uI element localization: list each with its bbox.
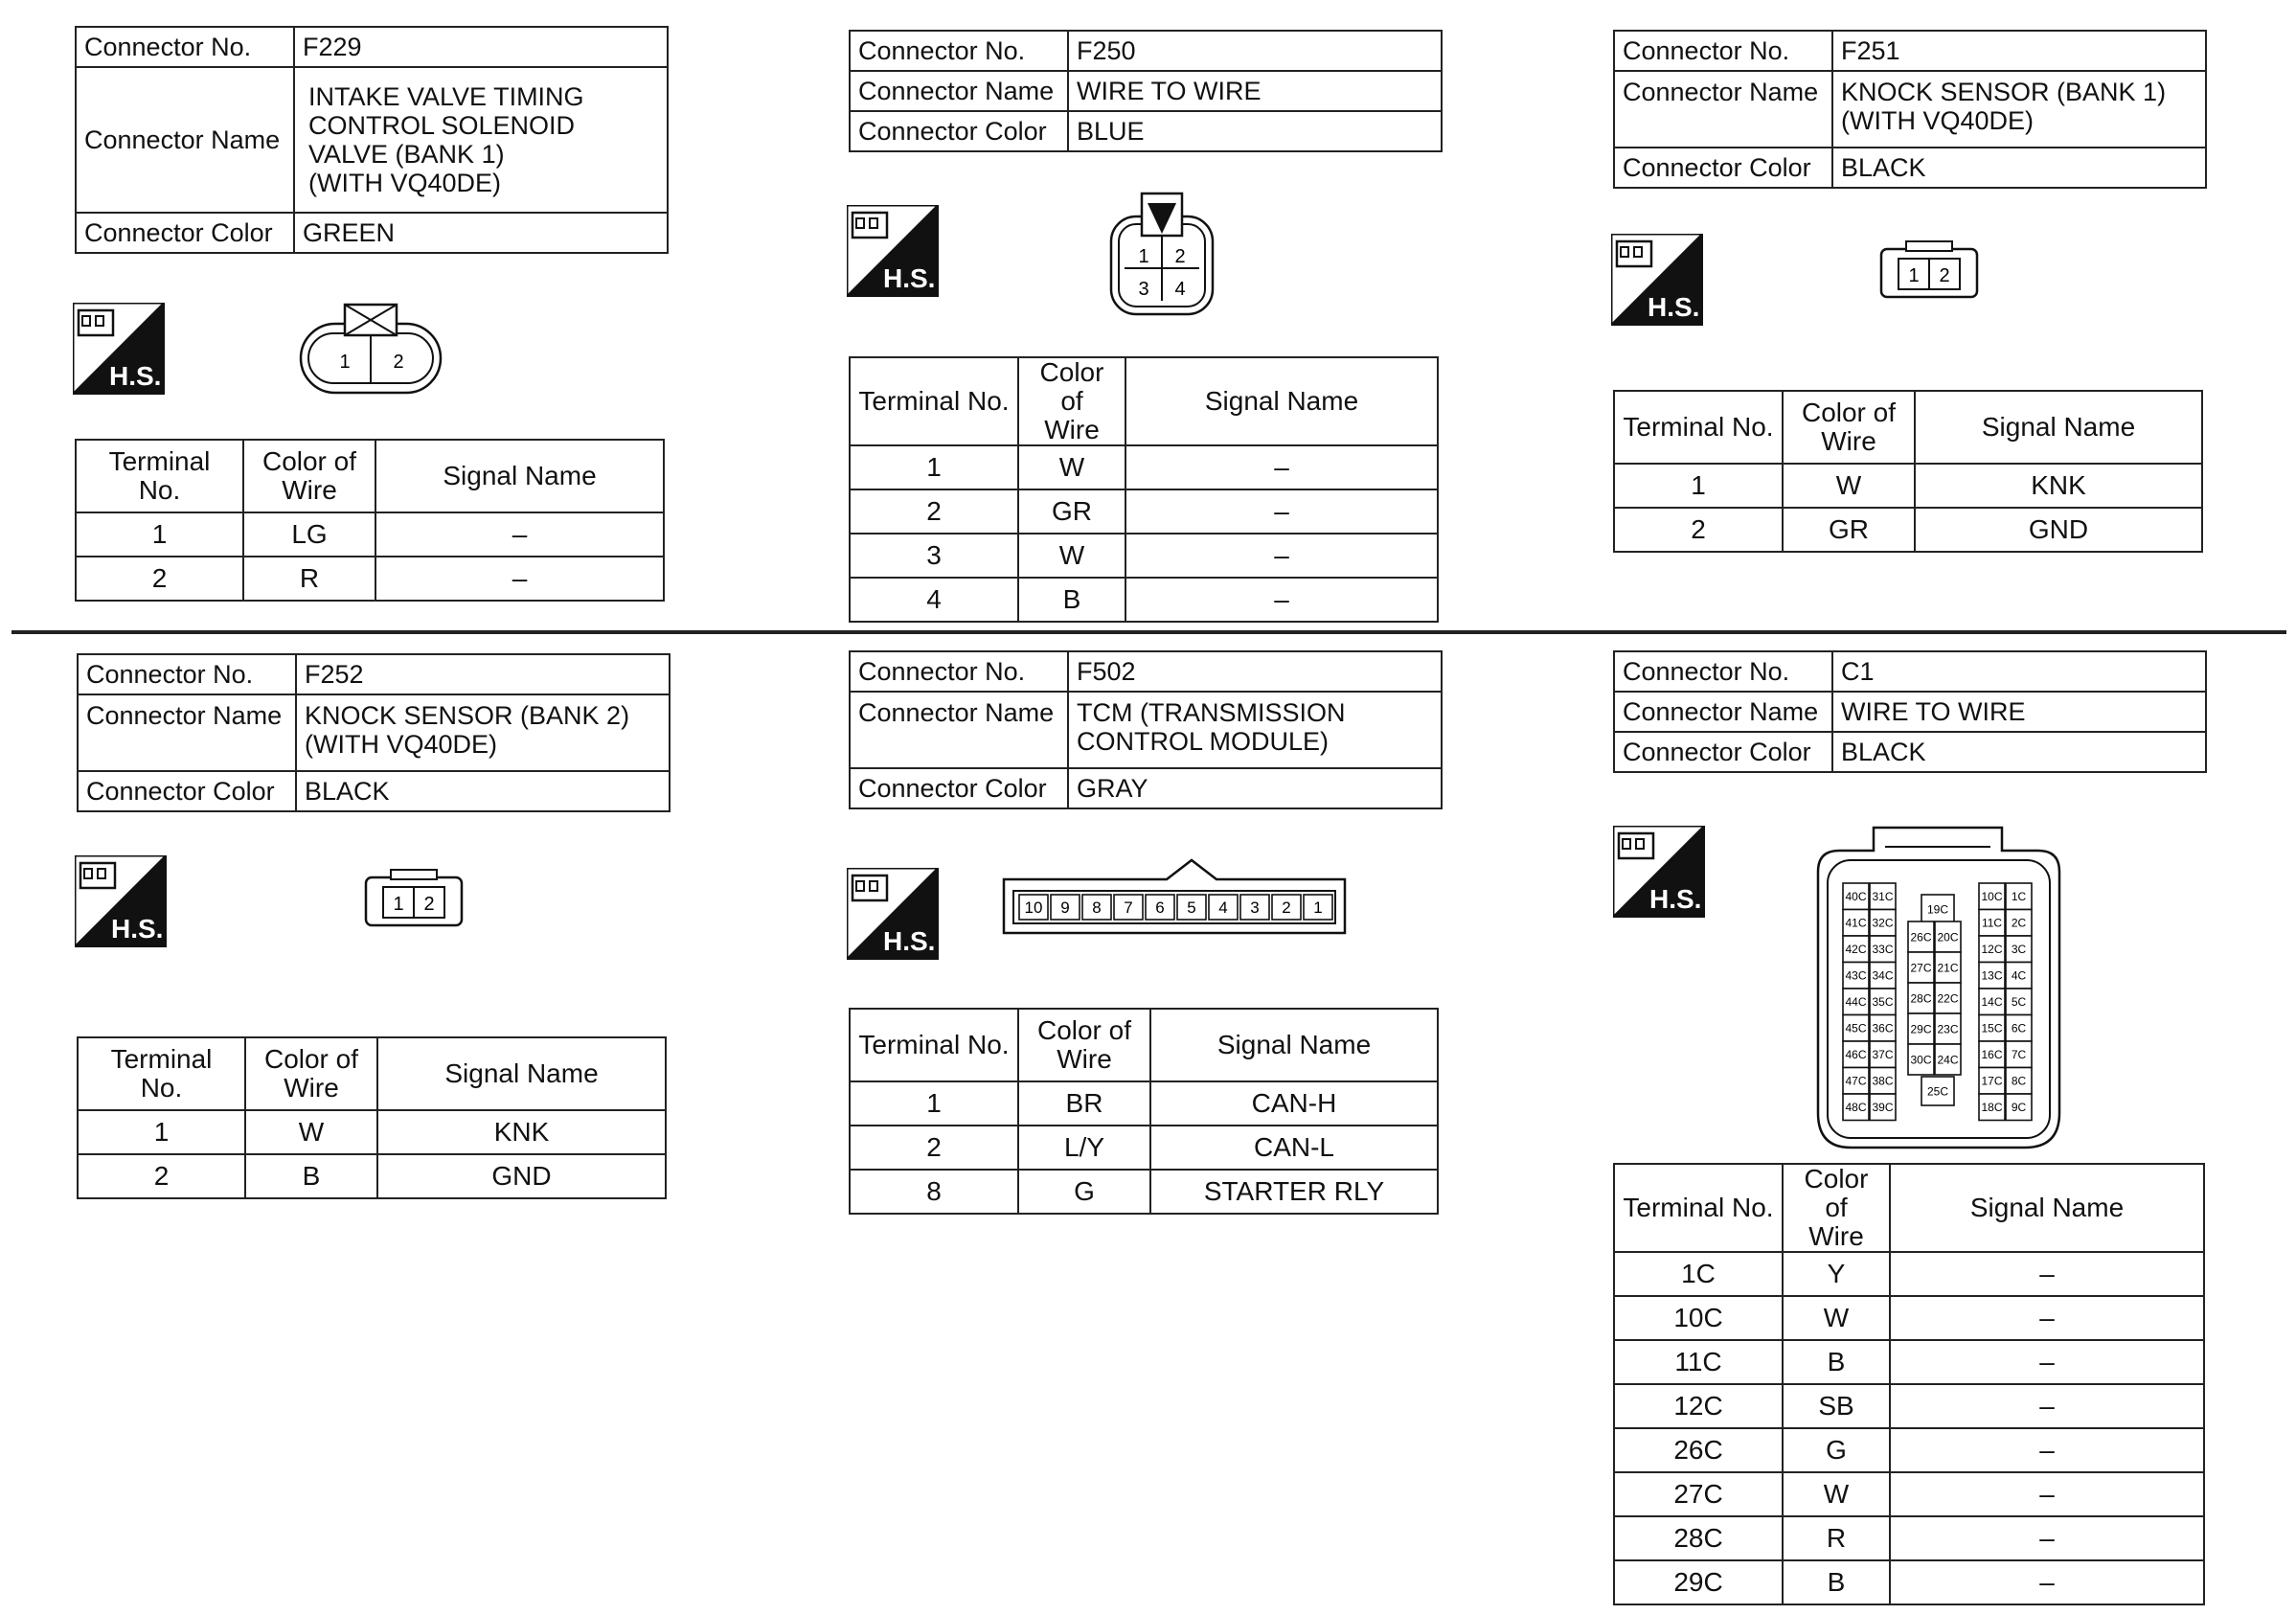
- connector-name-label: Connector Name: [850, 692, 1068, 768]
- connector-info-table: [849, 650, 1443, 809]
- terminal-pin-label: 3C: [2011, 943, 2027, 957]
- connector-color-value: GREEN: [294, 213, 668, 253]
- terminal-pin-label: 2: [393, 352, 404, 373]
- connector-no-value: F229: [294, 27, 668, 67]
- connector-no-value: F250: [1068, 31, 1442, 71]
- terminal-pin-label: 17C: [1981, 1074, 2003, 1088]
- signal-name-header: Signal Name: [375, 440, 664, 512]
- wire-color-header: Color of Wire: [1018, 1009, 1150, 1081]
- terminal-pin-label: 20C: [1937, 930, 1959, 944]
- wire-color-header: Color of Wire: [1783, 1164, 1890, 1252]
- terminal-pin-label: 2: [1939, 265, 1950, 286]
- terminal-pin-label: 1: [1908, 265, 1920, 286]
- table-row: 10C W –: [1614, 1296, 2204, 1340]
- terminal-pin-label: 1C: [2011, 890, 2027, 904]
- terminal-pin-label: 31C: [1872, 890, 1894, 904]
- table-row: 29C B –: [1614, 1560, 2204, 1604]
- connector-color-label: Connector Color: [850, 768, 1068, 808]
- connector-name-value: [1832, 71, 2206, 148]
- connector-info-table: [849, 30, 1443, 152]
- hs-label: H.S.: [883, 926, 936, 956]
- connector-color-value: BLACK: [1832, 732, 2206, 772]
- connector-name-line: INTAKE VALVE TIMING: [308, 82, 584, 111]
- connector-name-value: [296, 694, 670, 771]
- terminal-pin-label: 11C: [1981, 916, 2003, 930]
- connector-face-diagram: [1816, 826, 2061, 1151]
- terminal-pin-label: 15C: [1981, 1021, 2003, 1035]
- connector-name-value: [294, 67, 668, 213]
- table-row: 11C B –: [1614, 1340, 2204, 1384]
- terminal-pin-label: 26C: [1910, 930, 1932, 944]
- table-row: 2 GR GND: [1614, 508, 2202, 552]
- connector-face-diagram: [1877, 239, 1981, 303]
- terminal-pin-label: 7: [1124, 898, 1133, 918]
- connector-name-line: TCM (TRANSMISSION: [1077, 698, 1346, 727]
- terminal-pin-label: 1: [1313, 898, 1323, 918]
- terminal-pin-label: 34C: [1872, 968, 1894, 983]
- connector-info-table: [1613, 30, 2207, 189]
- connector-no-value: C1: [1832, 651, 2206, 692]
- terminal-pin-label: 46C: [1845, 1048, 1867, 1062]
- connector-color-value: BLACK: [296, 771, 670, 811]
- signal-name-header: Signal Name: [1125, 357, 1438, 445]
- connector-name-label: Connector Name: [1614, 692, 1832, 732]
- signal-name-header: Signal Name: [377, 1037, 666, 1110]
- terminal-pin-label: 25C: [1926, 1084, 1949, 1099]
- terminal-pin-label: 8: [1092, 898, 1102, 918]
- harness-side-icon: [75, 855, 167, 947]
- terminal-pin-label: 1: [339, 352, 351, 373]
- connector-color-value: GRAY: [1068, 768, 1442, 808]
- terminal-pin-label: 18C: [1981, 1101, 2003, 1115]
- connector-no-label: Connector No.: [1614, 31, 1832, 71]
- terminal-pin-label: 10C: [1981, 890, 2003, 904]
- connector-no-value: F252: [296, 654, 670, 694]
- terminal-pin-label: 10: [1024, 898, 1043, 918]
- terminal-table: [1613, 1163, 2205, 1605]
- terminal-table: [75, 439, 665, 602]
- terminal-pin-label: 40C: [1845, 890, 1867, 904]
- terminal-pin-label: 41C: [1845, 916, 1867, 930]
- harness-side-icon: [847, 205, 939, 297]
- terminal-pin-label: 14C: [1981, 995, 2003, 1010]
- terminal-table: [1613, 390, 2203, 553]
- connector-name-label: Connector Name: [78, 694, 296, 771]
- table-row: 1 W KNK: [1614, 464, 2202, 508]
- table-row: 8 G STARTER RLY: [850, 1170, 1438, 1214]
- terminal-pin-label: 3: [1138, 279, 1149, 300]
- terminal-pin-label: 29C: [1910, 1022, 1932, 1036]
- connector-name-line: CONTROL MODULE): [1077, 727, 1330, 756]
- connector-face-diagram: [362, 868, 466, 931]
- terminal-pin-label: 39C: [1872, 1101, 1894, 1115]
- hs-label: H.S.: [883, 263, 936, 293]
- connector-color-label: Connector Color: [1614, 148, 1832, 188]
- connector-info-table: [75, 26, 669, 254]
- harness-side-icon: [847, 868, 939, 960]
- table-row: 1 BR CAN-H: [850, 1081, 1438, 1126]
- connector-color-label: Connector Color: [78, 771, 296, 811]
- terminal-pin-label: 27C: [1910, 961, 1932, 975]
- section-divider: [11, 630, 2286, 634]
- terminal-pin-label: 21C: [1937, 961, 1959, 975]
- connector-name-value: WIRE TO WIRE: [1832, 692, 2206, 732]
- connector-no-label: Connector No.: [850, 31, 1068, 71]
- terminal-no-header: Terminal No.: [1614, 391, 1783, 464]
- connector-color-value: BLACK: [1832, 148, 2206, 188]
- connector-no-value: F502: [1068, 651, 1442, 692]
- connector-face-diagram: [299, 303, 444, 398]
- connector-name-line: (WITH VQ40DE): [305, 730, 498, 759]
- table-row: 1C Y –: [1614, 1252, 2204, 1296]
- terminal-pin-label: 24C: [1937, 1053, 1959, 1067]
- connector-no-label: Connector No.: [850, 651, 1068, 692]
- connector-face-diagram: [1109, 192, 1216, 318]
- table-row: 28C R –: [1614, 1516, 2204, 1560]
- table-row: 1 W –: [850, 445, 1438, 489]
- terminal-pin-label: 5: [1187, 898, 1196, 918]
- connector-info-table: [77, 653, 671, 812]
- connector-no-label: Connector No.: [78, 654, 296, 694]
- signal-name-header: Signal Name: [1915, 391, 2202, 464]
- terminal-pin-label: 1: [1138, 246, 1149, 267]
- terminal-pin-grid: [1843, 883, 2032, 1121]
- connector-name-line: VALVE (BANK 1): [308, 140, 505, 169]
- wire-color-header: Color of Wire: [245, 1037, 377, 1110]
- hs-label: H.S.: [109, 361, 162, 391]
- terminal-pin-label: 2C: [2011, 916, 2027, 930]
- terminal-pin-label: 2: [1282, 898, 1291, 918]
- terminal-pin-label: 32C: [1872, 916, 1894, 930]
- terminal-pin-label: 1: [393, 894, 404, 915]
- connector-color-value: BLUE: [1068, 111, 1442, 151]
- terminal-pin-label: 9: [1060, 898, 1070, 918]
- terminal-pin-label: 12C: [1981, 943, 2003, 957]
- terminal-no-header: Terminal No.: [1614, 1164, 1783, 1252]
- terminal-pin-label: 4C: [2011, 968, 2027, 983]
- wire-color-header: Color of Wire: [1783, 391, 1915, 464]
- table-row: 26C G –: [1614, 1428, 2204, 1472]
- terminal-no-header: Terminal No.: [850, 357, 1018, 445]
- wire-color-header: Color of Wire: [1018, 357, 1125, 445]
- terminal-pin-label: 7C: [2011, 1048, 2027, 1062]
- table-row: 2 GR –: [850, 489, 1438, 534]
- terminal-pin-label: 48C: [1845, 1101, 1867, 1115]
- table-row: 2 R –: [76, 557, 664, 601]
- terminal-pin-label: 8C: [2011, 1074, 2027, 1088]
- terminal-table: [77, 1036, 667, 1199]
- terminal-pin-label: 47C: [1845, 1074, 1867, 1088]
- connector-color-label: Connector Color: [850, 111, 1068, 151]
- terminal-pin-label: 36C: [1872, 1021, 1894, 1035]
- table-row: 3 W –: [850, 534, 1438, 578]
- connector-name-label: Connector Name: [76, 67, 294, 213]
- harness-side-icon: [1611, 234, 1703, 326]
- connector-name-line: (WITH VQ40DE): [308, 169, 502, 197]
- connector-name-line: (WITH VQ40DE): [1841, 106, 2035, 135]
- terminal-pin-label: 37C: [1872, 1048, 1894, 1062]
- terminal-pin-label: 33C: [1872, 943, 1894, 957]
- terminal-table: [849, 356, 1439, 623]
- terminal-pin-label: 23C: [1937, 1022, 1959, 1036]
- hs-label: H.S.: [1648, 292, 1700, 322]
- terminal-pin-label: 35C: [1872, 995, 1894, 1010]
- terminal-pin-label: 6C: [2011, 1021, 2027, 1035]
- terminal-pin-label: 2: [423, 894, 435, 915]
- connector-name-line: KNOCK SENSOR (BANK 1): [1841, 78, 2167, 106]
- terminal-pin-label: 9C: [2011, 1101, 2027, 1115]
- connector-color-label: Connector Color: [76, 213, 294, 253]
- signal-name-header: Signal Name: [1150, 1009, 1438, 1081]
- terminal-pin-label: 13C: [1981, 968, 2003, 983]
- terminal-pin-label: 4: [1218, 898, 1228, 918]
- table-row: 2 B GND: [78, 1154, 666, 1198]
- terminal-pin-label: 6: [1155, 898, 1165, 918]
- terminal-pin-label: 5C: [2011, 995, 2027, 1010]
- connector-face-diagram: [1002, 858, 1349, 937]
- terminal-no-header: Terminal No.: [850, 1009, 1018, 1081]
- connector-name-value: [1068, 692, 1442, 768]
- connector-no-label: Connector No.: [76, 27, 294, 67]
- terminal-pin-label: 19C: [1926, 902, 1949, 917]
- terminal-pin-label: 42C: [1845, 943, 1867, 957]
- terminal-pin-label: 4: [1174, 279, 1186, 300]
- connector-name-line: CONTROL SOLENOID: [308, 111, 576, 140]
- terminal-pin-label: 2: [1174, 246, 1186, 267]
- hs-label: H.S.: [111, 914, 164, 944]
- wire-color-header: Color of Wire: [243, 440, 375, 512]
- table-row: 1 W KNK: [78, 1110, 666, 1154]
- table-row: 27C W –: [1614, 1472, 2204, 1516]
- connector-name-label: Connector Name: [850, 71, 1068, 111]
- hs-label: H.S.: [1649, 884, 1702, 914]
- harness-side-icon: [73, 303, 165, 395]
- connector-name-line: KNOCK SENSOR (BANK 2): [305, 701, 630, 730]
- connector-no-label: Connector No.: [1614, 651, 1832, 692]
- harness-side-icon: [1613, 826, 1705, 918]
- terminal-no-header: Terminal No.: [78, 1037, 245, 1110]
- terminal-pin-label: 45C: [1845, 1021, 1867, 1035]
- connector-name-value: WIRE TO WIRE: [1068, 71, 1442, 111]
- table-row: 12C SB –: [1614, 1384, 2204, 1428]
- terminal-table: [849, 1008, 1439, 1215]
- terminal-pin-label: 44C: [1845, 995, 1867, 1010]
- terminal-pin-label: 38C: [1872, 1074, 1894, 1088]
- table-row: 1 LG –: [76, 512, 664, 557]
- connector-no-value: F251: [1832, 31, 2206, 71]
- terminal-pin-label: 22C: [1937, 991, 1959, 1006]
- terminal-pin-label: 3: [1250, 898, 1260, 918]
- terminal-pin-label: 43C: [1845, 968, 1867, 983]
- terminal-no-header: Terminal No.: [76, 440, 243, 512]
- connector-color-label: Connector Color: [1614, 732, 1832, 772]
- table-row: 2 L/Y CAN-L: [850, 1126, 1438, 1170]
- connector-name-label: Connector Name: [1614, 71, 1832, 148]
- signal-name-header: Signal Name: [1890, 1164, 2204, 1252]
- terminal-pin-label: 28C: [1910, 991, 1932, 1006]
- terminal-pin-label: 30C: [1910, 1053, 1932, 1067]
- table-row: 4 B –: [850, 578, 1438, 622]
- terminal-pin-label: 16C: [1981, 1048, 2003, 1062]
- connector-info-table: [1613, 650, 2207, 773]
